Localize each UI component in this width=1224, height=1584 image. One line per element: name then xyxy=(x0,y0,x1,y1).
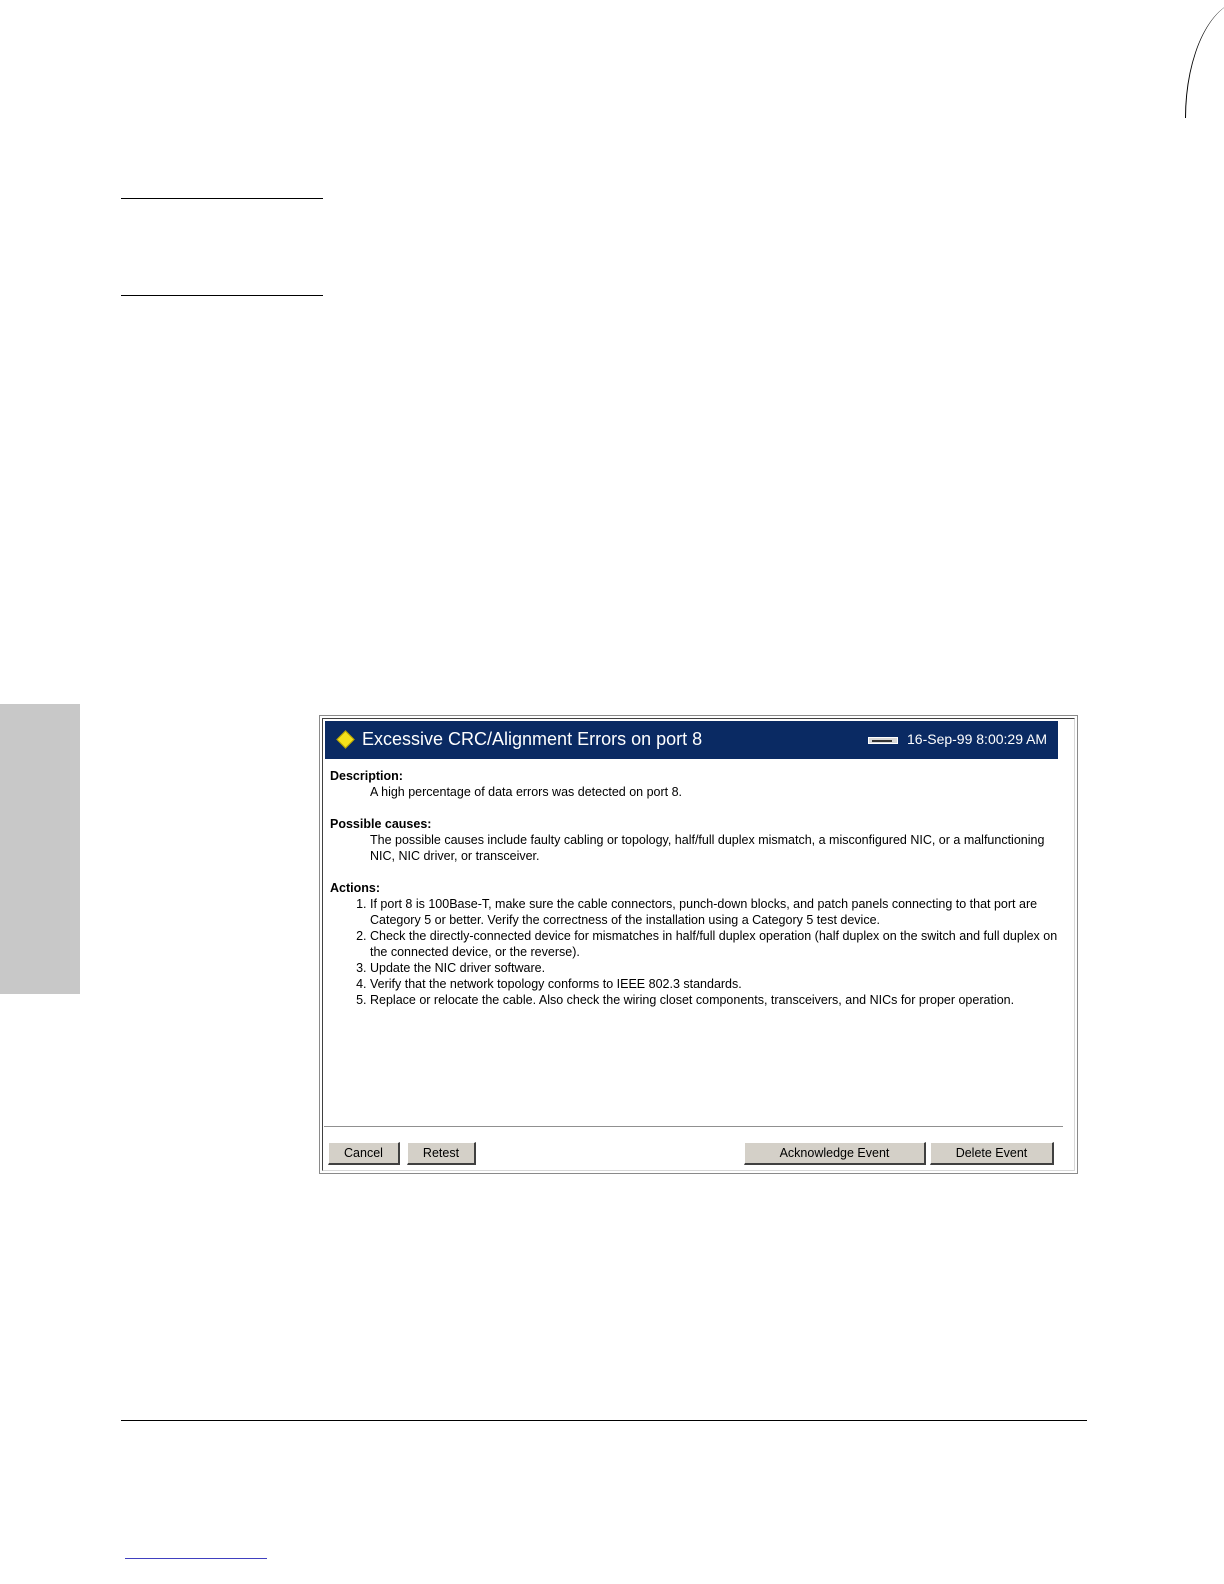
event-title-bar xyxy=(325,721,1058,759)
actions-heading: Actions: xyxy=(330,881,380,895)
possible-causes-heading: Possible causes: xyxy=(330,817,432,831)
acknowledge-event-button[interactable]: Acknowledge Event xyxy=(744,1142,926,1165)
event-content xyxy=(330,768,1060,1008)
action-item: 3. Update the NIC driver software. xyxy=(370,960,1060,976)
header-rule-top xyxy=(121,198,323,199)
actions-list xyxy=(330,896,1060,1008)
footer-link-underline xyxy=(125,1558,267,1559)
action-item: 5. Replace or relocate the cable. Also check the wiring closet components, transceivers, and NICs for proper operation. xyxy=(370,992,1060,1008)
cancel-button[interactable]: Cancel xyxy=(328,1142,400,1165)
chapter-side-tab xyxy=(0,704,80,994)
retest-button[interactable]: Retest xyxy=(407,1142,476,1165)
description-heading: Description: xyxy=(330,769,403,783)
event-title: Excessive CRC/Alignment Errors on port 8 xyxy=(362,729,703,749)
header-rule-bottom xyxy=(121,295,323,296)
switch-device-icon xyxy=(868,737,898,744)
action-item: 1. If port 8 is 100Base-T, make sure the cable connectors, punch-down blocks, and patch panels connecting to that port are Category 5 or better. Verify the correctness of the installation using a Category 5 test device. xyxy=(370,896,1060,928)
description-text: A high percentage of data errors was detected on port 8. xyxy=(370,785,683,799)
page-corner-curve xyxy=(1185,0,1224,118)
event-detail-window xyxy=(319,715,1078,1174)
button-bar-separator xyxy=(324,1126,1063,1128)
possible-causes-text: The possible causes include faulty cabling or topology, half/full duplex mismatch, a misconfigured NIC, or a malfunctioning NIC, NIC driver, or transceiver. xyxy=(370,833,1045,863)
event-timestamp: 16-Sep-99 8:00:29 AM xyxy=(907,731,1048,747)
action-item: 4. Verify that the network topology conforms to IEEE 802.3 standards. xyxy=(370,976,1060,992)
action-item: 2. Check the directly-connected device for mismatches in half/full duplex operation (half duplex on the switch and full duplex on the connected device, or the reverse). xyxy=(370,928,1060,960)
footer-rule xyxy=(121,1420,1087,1421)
delete-event-button[interactable]: Delete Event xyxy=(930,1142,1054,1165)
warning-diamond-icon xyxy=(336,730,354,748)
